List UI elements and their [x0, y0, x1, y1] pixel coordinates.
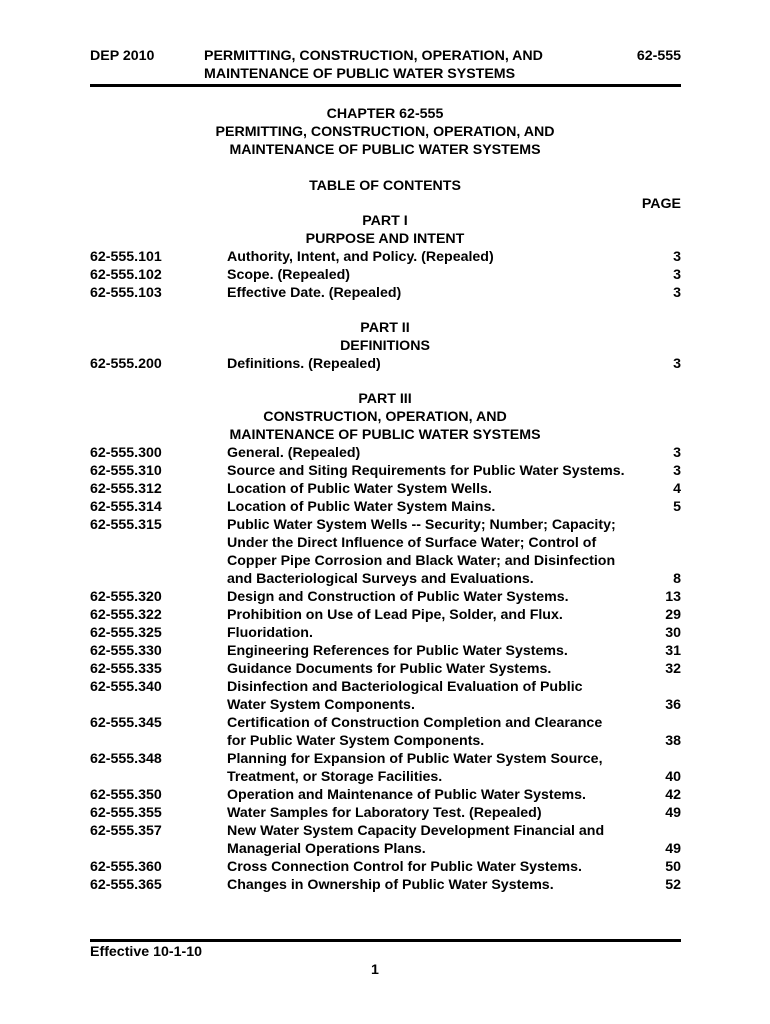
section-number: 62-555.365	[90, 877, 162, 893]
section-page: 42	[665, 787, 681, 803]
section-number: 62-555.350	[90, 787, 162, 803]
part-label: PART II	[360, 320, 410, 336]
section-title: Water System Components.	[227, 697, 415, 713]
page-number: 1	[371, 962, 379, 978]
part-label: PART III	[358, 391, 412, 407]
section-number: 62-555.310	[90, 463, 162, 479]
section-number: 62-555.357	[90, 823, 162, 839]
section-title: Disinfection and Bacteriological Evaluation of Public	[227, 679, 583, 695]
section-page: 29	[665, 607, 681, 623]
section-number: 62-555.348	[90, 751, 162, 767]
section-number: 62-555.355	[90, 805, 162, 821]
section-title: Source and Siting Requirements for Public Water Systems.	[227, 463, 625, 479]
part-label: PART I	[362, 213, 408, 229]
section-number: 62-555.315	[90, 517, 162, 533]
section-title: Certification of Construction Completion and Clearance	[227, 715, 603, 731]
effective-date: Effective 10-1-10	[90, 944, 202, 960]
header-right: 62-555	[636, 48, 681, 64]
part-title: CONSTRUCTION, OPERATION, AND	[263, 409, 507, 425]
section-number: 62-555.200	[90, 356, 162, 372]
section-title: for Public Water System Components.	[227, 733, 485, 749]
section-title: Treatment, or Storage Facilities.	[227, 769, 443, 785]
header-title-line2: MAINTENANCE OF PUBLIC WATER SYSTEMS	[204, 66, 516, 82]
section-title: Cross Connection Control for Public Water Systems.	[227, 859, 582, 875]
section-title: and Bacteriological Surveys and Evaluations.	[227, 571, 534, 587]
section-number: 62-555.325	[90, 625, 162, 641]
section-title: Location of Public Water System Wells.	[227, 481, 492, 497]
section-number: 62-555.103	[90, 285, 162, 301]
section-page: 5	[673, 499, 681, 515]
section-title: Planning for Expansion of Public Water System Source,	[227, 751, 603, 767]
section-page: 30	[665, 625, 681, 641]
section-number: 62-555.322	[90, 607, 162, 623]
section-page: 40	[665, 769, 681, 785]
header-title-line1: PERMITTING, CONSTRUCTION, OPERATION, AND	[204, 48, 543, 64]
section-page: 52	[665, 877, 681, 893]
section-page: 38	[665, 733, 681, 749]
section-title: Design and Construction of Public Water Systems.	[227, 589, 569, 605]
section-title: Location of Public Water System Mains.	[227, 499, 496, 515]
section-title: Engineering References for Public Water Systems.	[227, 643, 568, 659]
page-column-label: PAGE	[641, 196, 681, 212]
section-title: Prohibition on Use of Lead Pipe, Solder, and Flux.	[227, 607, 563, 623]
part-title: MAINTENANCE OF PUBLIC WATER SYSTEMS	[229, 427, 541, 443]
section-page: 3	[673, 249, 681, 265]
section-number: 62-555.314	[90, 499, 162, 515]
section-page: 3	[673, 285, 681, 301]
section-page: 36	[665, 697, 681, 713]
section-page: 3	[673, 356, 681, 372]
section-title: Copper Pipe Corrosion and Black Water; and Disinfection	[227, 553, 616, 569]
section-page: 8	[673, 571, 681, 587]
section-number: 62-555.101	[90, 249, 162, 265]
section-title: Operation and Maintenance of Public Water Systems.	[227, 787, 586, 803]
section-page: 13	[665, 589, 681, 605]
header-left: DEP 2010	[90, 48, 155, 64]
section-number: 62-555.330	[90, 643, 162, 659]
section-page: 3	[673, 445, 681, 461]
chapter-title-line1: PERMITTING, CONSTRUCTION, OPERATION, AND	[215, 124, 555, 140]
section-title: Water Samples for Laboratory Test. (Repealed)	[227, 805, 542, 821]
section-title: Authority, Intent, and Policy. (Repealed)	[227, 249, 494, 265]
section-page: 3	[673, 463, 681, 479]
section-title: Effective Date. (Repealed)	[227, 285, 402, 301]
section-title: Scope. (Repealed)	[227, 267, 350, 283]
section-number: 62-555.360	[90, 859, 162, 875]
section-number: 62-555.345	[90, 715, 162, 731]
header-rule	[90, 84, 681, 87]
chapter-number: CHAPTER 62-555	[326, 106, 444, 122]
section-page: 49	[665, 841, 681, 857]
part-title: PURPOSE AND INTENT	[305, 231, 465, 247]
section-number: 62-555.340	[90, 679, 162, 695]
section-page: 49	[665, 805, 681, 821]
footer-rule	[90, 939, 681, 942]
section-title: Under the Direct Influence of Surface Water; Control of	[227, 535, 597, 551]
section-page: 31	[665, 643, 681, 659]
part-title: DEFINITIONS	[340, 338, 430, 354]
chapter-title-line2: MAINTENANCE OF PUBLIC WATER SYSTEMS	[229, 142, 541, 158]
section-title: Guidance Documents for Public Water Systems.	[227, 661, 552, 677]
section-title: Definitions. (Repealed)	[227, 356, 381, 372]
section-page: 50	[665, 859, 681, 875]
section-title: Public Water System Wells -- Security; Number; Capacity;	[227, 517, 616, 533]
section-number: 62-555.320	[90, 589, 162, 605]
section-title: Fluoridation.	[227, 625, 313, 641]
section-title: General. (Repealed)	[227, 445, 361, 461]
section-number: 62-555.300	[90, 445, 162, 461]
section-title: Changes in Ownership of Public Water Systems.	[227, 877, 554, 893]
section-page: 4	[673, 481, 681, 497]
section-title: New Water System Capacity Development Financial and	[227, 823, 605, 839]
section-page: 3	[673, 267, 681, 283]
section-page: 32	[665, 661, 681, 677]
toc-title: TABLE OF CONTENTS	[309, 178, 461, 194]
section-title: Managerial Operations Plans.	[227, 841, 426, 857]
section-number: 62-555.335	[90, 661, 162, 677]
section-number: 62-555.312	[90, 481, 162, 497]
section-number: 62-555.102	[90, 267, 162, 283]
